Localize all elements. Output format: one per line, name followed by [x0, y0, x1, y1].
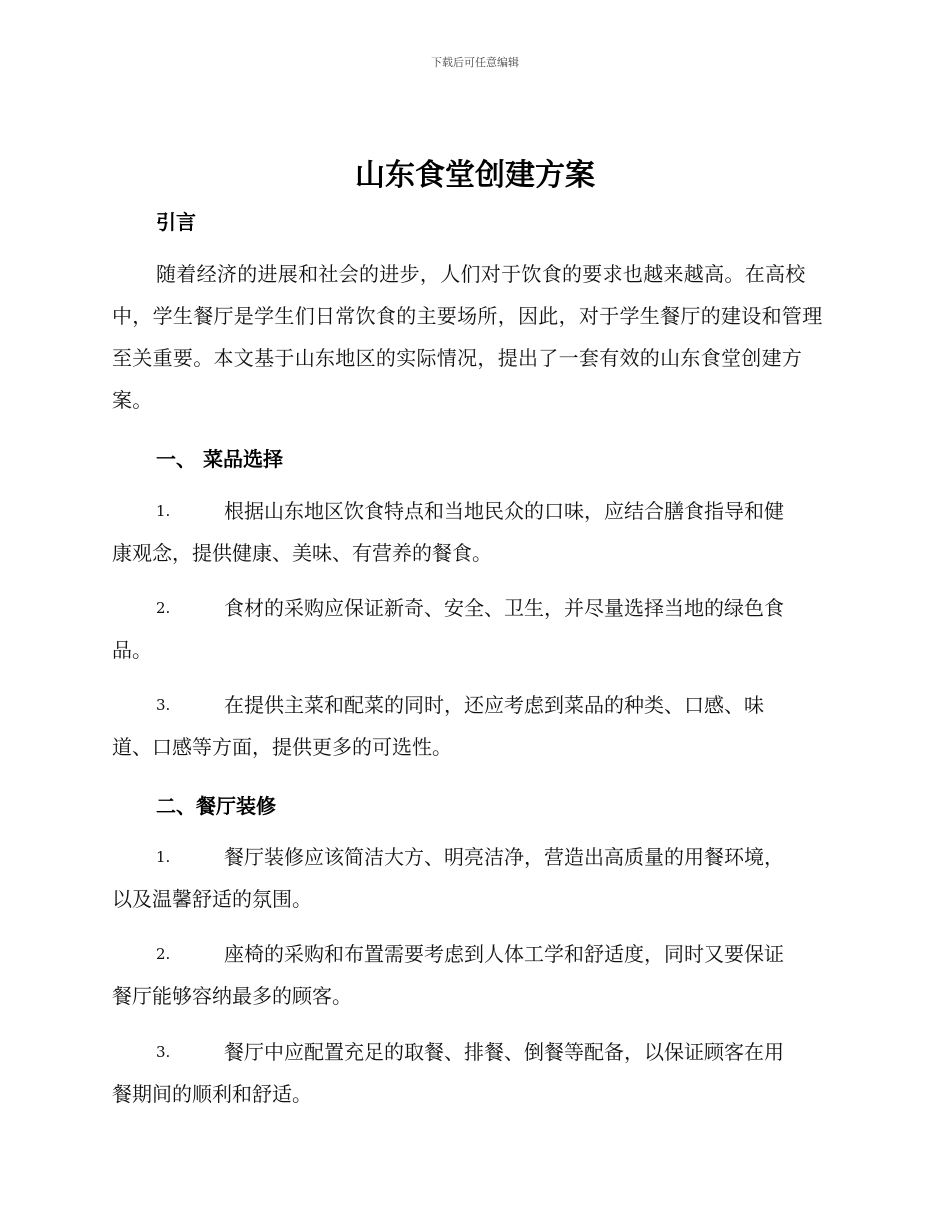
list-item: [112, 1031, 834, 1115]
page-title: 山东食堂创建方案: [355, 158, 595, 193]
list-item: [112, 836, 834, 920]
section-heading-decoration: 二、餐厅装修: [156, 794, 276, 818]
item-text-continued: 康观念，提供健康、美味、有营养的餐食。: [112, 541, 492, 565]
item-number: 2.: [156, 599, 171, 617]
item-number: 3.: [156, 1043, 171, 1061]
item-text-continued: 餐厅能够容纳最多的顾客。: [112, 984, 352, 1008]
item-number: 1.: [156, 502, 171, 520]
item-text-continued: 以及温馨舒适的氛围。: [112, 887, 312, 911]
list-item: [112, 490, 834, 574]
item-text: 根据山东地区饮食特点和当地民众的口味，应结合膳食指导和健: [224, 499, 784, 523]
item-text: 在提供主菜和配菜的同时，还应考虑到菜品的种类、口感、味: [224, 693, 764, 717]
item-number: 1.: [156, 848, 171, 866]
item-text-continued: 品。: [112, 638, 152, 662]
item-text-continued: 餐期间的顺利和舒适。: [112, 1082, 312, 1106]
item-text-continued: 道、口感等方面，提供更多的可选性。: [112, 735, 452, 759]
item-number: 2.: [156, 945, 171, 963]
list-item: [112, 587, 834, 671]
item-text: 食材的采购应保证新奇、安全、卫生，并尽量选择当地的绿色食: [224, 596, 784, 620]
section-heading-dish-selection: 一、 菜品选择: [156, 447, 283, 471]
item-number: 3.: [156, 696, 171, 714]
list-item: [112, 933, 834, 1017]
list-item: [112, 684, 834, 768]
intro-paragraph: 随着经济的进展和社会的进步，人们对于饮食的要求也越来越高。在高校中，学生餐厅是学生们日常饮食的主要场所，因此，对于学生餐厅的建设和管理至关重要。本文基于山东地区的实际情况，提出了一套有效的山东食堂创建方案。: [112, 262, 823, 412]
item-text: 座椅的采购和布置需要考虑到人体工学和舒适度，同时又要保证: [224, 942, 784, 966]
item-text: 餐厅装修应该简洁大方、明亮洁净，营造出高质量的用餐环境，: [224, 845, 784, 869]
item-text: 餐厅中应配置充足的取餐、排餐、倒餐等配备，以保证顾客在用: [224, 1040, 784, 1064]
header-note: 下载后可任意编辑: [431, 56, 519, 69]
intro-heading: 引言: [156, 210, 196, 234]
